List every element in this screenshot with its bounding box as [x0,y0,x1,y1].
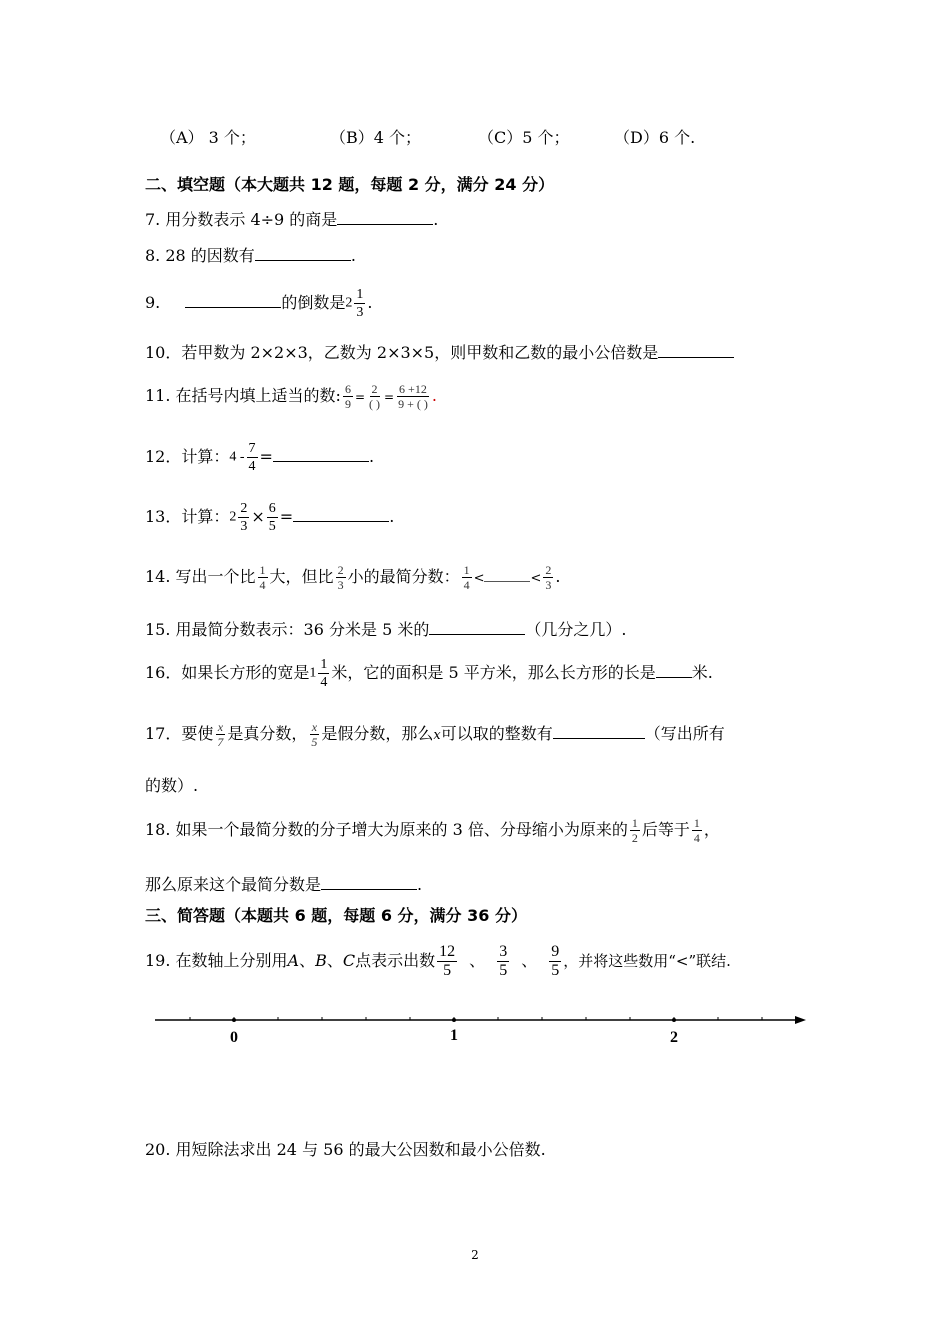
q15-text: 15. 用最简分数表示：36 分米是 5 米的 [145,620,430,639]
number-line-arrow [795,1016,806,1024]
q8-answer-blank[interactable] [255,244,351,261]
q19-fraction-3: $\frac{9}{5}$ [551,943,560,979]
option-a: （A） 3 个； [160,128,256,147]
q18-answer-blank[interactable] [321,873,417,890]
question-12: 12．计算：4 - $\frac{7}{4}$ = . [145,441,375,474]
q13-answer-blank[interactable] [293,505,389,522]
q9-fraction: $\frac{1}{3}$ [356,287,364,320]
q15-answer-blank[interactable] [429,618,525,635]
question-19: 19. 在数轴上分别用A、B、C点表示出数 $\frac{12}{5}$ 、 $\frac{3}{5}$ 、 $\frac{9}{5}$ ，并将这些数用“<”联结. [145,943,731,979]
q10-answer-blank[interactable] [658,341,734,358]
q9-end: . [367,293,373,312]
number-line-label-0: 0 [230,1029,238,1046]
q18-fraction-2: $\frac{1}{4}$ [693,816,700,845]
q12-whole: 4 - [229,449,245,465]
q13-fraction-1: $\frac{2}{3}$ [240,501,248,534]
q14-text: 14. 写出一个比 [145,567,256,586]
number-line-label-2: 2 [670,1029,678,1046]
q11-text: 11. 在括号内填上适当的数: [145,386,341,405]
q16-answer-blank[interactable] [656,661,692,678]
q8-end: . [350,246,356,265]
q9-number: 9. [145,293,161,312]
q12-fraction: $\frac{7}{4}$ [248,441,256,474]
question-11: 11. 在括号内填上适当的数: $\frac{6}{9}$ = $\frac{2}{( )}$ = $\frac{6 +12}{9 + ( )}$ . [145,382,437,411]
q14-fraction-1: $\frac{1}{4}$ [259,563,266,592]
question-18: 18. 如果一个最简分数的分子增大为原来的 3 倍、分母缩小为原来的 $\frac{1}{2}$ 后等于 $\frac{1}{4}$ ， [145,816,720,845]
option-b: （B）4 个； [330,128,422,147]
q14-answer-blank[interactable] [484,569,530,582]
q9-whole: 2 [345,295,353,311]
q19-fraction-1: $\frac{12}{5}$ [439,943,456,979]
q18-fraction-1: $\frac{1}{2}$ [631,816,638,845]
q19-text: 19. 在数轴上分别用 [145,951,288,970]
number-line-label-1: 1 [450,1027,458,1044]
question-9 [145,283,372,324]
question-15: 15. 用最简分数表示：36 分米是 5 米的 （几分之几）. [145,620,627,639]
question-16: 16．如果长方形的宽是1 $\frac{1}{4}$ 米，它的面积是 5 平方米，那么长方形的长是 米. [145,657,713,690]
question-17-line-2: 的数）. [145,776,199,795]
question-10 [145,341,734,363]
q11-end: . [431,386,437,405]
q17-text: 17．要使 [145,724,214,743]
option-c: （C）5 个； [478,128,570,147]
options-row [160,128,695,148]
question-8 [145,244,356,266]
q13-text: 13．计算： [145,507,230,526]
section-3-title: 三、简答题（本题共 6 题，每题 6 分，满分 36 分） [145,906,527,925]
q18-text: 18. 如果一个最简分数的分子增大为原来的 3 倍、分母缩小为原来的 [145,820,628,839]
q9-text: 的倒数是 [281,293,346,312]
number-line[interactable] [150,1000,810,1050]
q17-fraction-2: $\frac{x}{5}$ [311,720,318,749]
q17-answer-blank[interactable] [553,722,645,739]
q16-fraction: $\frac{1}{4}$ [320,657,328,690]
q12-text: 12．计算： [145,447,230,466]
q7-answer-blank[interactable] [337,208,433,225]
q19-fraction-2: $\frac{3}{5}$ [499,943,508,979]
page-number: 2 [471,1248,479,1262]
question-13: 13．计算：2 $\frac{2}{3}$ × $\frac{6}{5}$ = . [145,501,395,534]
option-d: （D）6 个. [614,128,696,147]
question-20: 20. 用短除法求出 24 与 56 的最大公因数和最小公倍数. [145,1140,546,1159]
q12-answer-blank[interactable] [273,445,369,462]
q14-fraction-4: $\frac{2}{3}$ [545,563,552,592]
q8-text: 8. 28 的因数有 [145,246,255,265]
q14-fraction-3: $\frac{1}{4}$ [463,563,470,592]
q11-fraction-3[interactable]: $\frac{6 +12}{9 + ( )}$ [398,382,428,411]
q11-fraction-2[interactable]: $\frac{2}{( )}$ [369,382,380,411]
question-17: 17．要使 $\frac{x}{7}$ 是真分数， $\frac{x}{5}$ 是假分数，那么x可以取的整数有 （写出所有 [145,720,725,749]
q17-fraction-1: $\frac{x}{7}$ [217,720,224,749]
q9-answer-blank[interactable] [185,291,281,308]
question-18-line-2: 那么原来这个最简分数是 . [145,875,423,894]
question-14: 14. 写出一个比 $\frac{1}{4}$ 大，但比 $\frac{2}{3}$ 小的最简分数： $\frac{1}{4}$ < < $\frac{2}{3}$ . [145,563,561,592]
question-7 [145,208,438,230]
q14-fraction-2: $\frac{2}{3}$ [337,563,344,592]
q11-fraction-1: $\frac{6}{9}$ [344,382,351,411]
q7-end: . [433,210,439,229]
q16-text: 16．如果长方形的宽是 [145,663,310,682]
q7-text: 7. 用分数表示 4÷9 的商是 [145,210,338,229]
q10-text: 10．若甲数为 2×2×3，乙数为 2×3×5，则甲数和乙数的最小公倍数是 [145,343,659,362]
section-2-title: 二、填空题（本大题共 12 题，每题 2 分，满分 24 分） [145,175,555,194]
q13-fraction-2: $\frac{6}{5}$ [268,501,276,534]
